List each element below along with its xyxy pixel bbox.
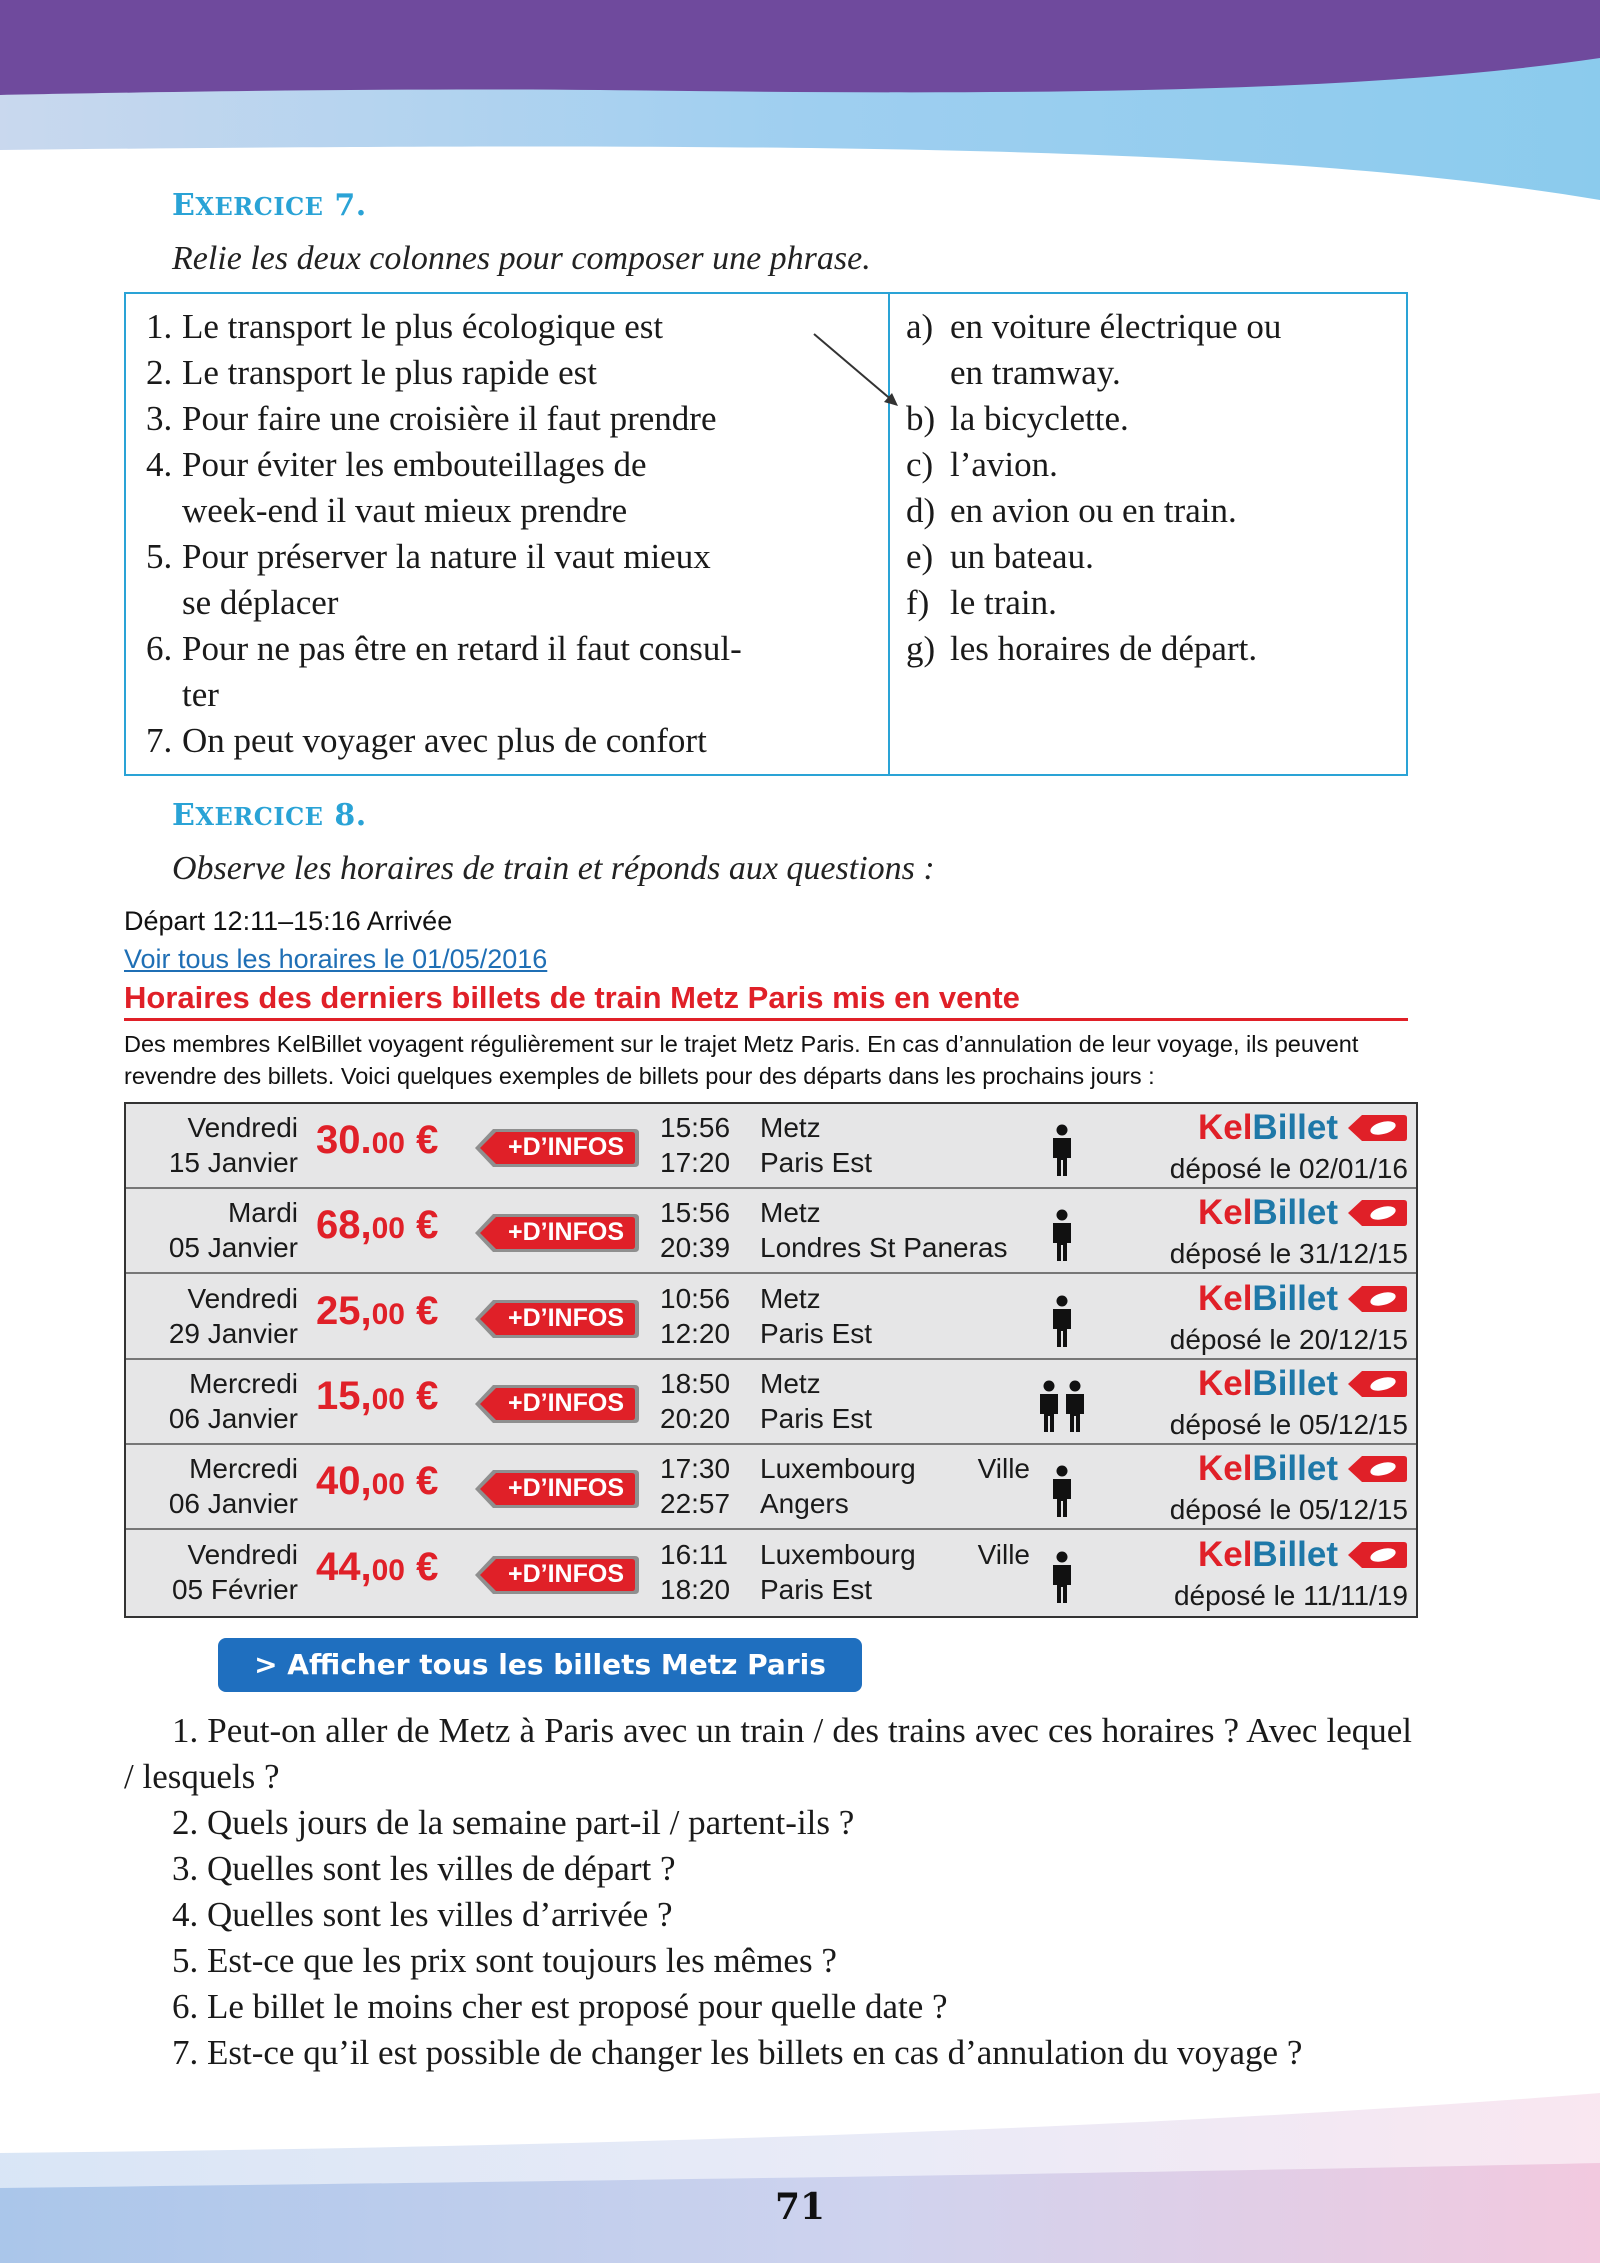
ticket-row — [126, 1445, 1416, 1530]
deposit-date: déposé le 05/12/15 — [1169, 1408, 1408, 1440]
kelbillet-logo — [1174, 1534, 1408, 1578]
departure-station-name: Metz — [760, 1282, 821, 1314]
kelbillet-logo — [1170, 1451, 1408, 1492]
ticket-day-date: 06 Janvier — [168, 1402, 298, 1434]
price-currency: € — [416, 1203, 439, 1248]
brand-billet: Billet — [1252, 1193, 1338, 1233]
left-item — [146, 304, 886, 350]
right-column — [906, 304, 1406, 672]
ticket-stations — [760, 1281, 1030, 1351]
traveler-icon — [1037, 1380, 1089, 1432]
timetable-description: Des membres KelBillet voyagent régulièrement sur le trajet Metz Paris. En cas d’annulation de leur voyage, ils peuvent revendre des billets. Voici quelques exemples de billets pour des départs dans les prochains jours : — [124, 1031, 1359, 1089]
deposit-date: déposé le 11/11/19 — [1173, 1579, 1408, 1611]
brand-kel: Kel — [1197, 1278, 1253, 1318]
price-cents: 00 — [371, 1127, 405, 1160]
departure-station-extra: Ville — [977, 1538, 1030, 1570]
traveler-icon — [1050, 1465, 1076, 1517]
kelbillet-info — [1170, 1195, 1408, 1271]
item-text: Pour ne pas être en retard il faut consul- — [182, 629, 742, 668]
brand-kel: Kel — [1197, 1534, 1253, 1574]
item-text: la bicyclette. — [950, 399, 1129, 438]
brand-kel: Kel — [1197, 1108, 1253, 1147]
traveler-icon — [1050, 1209, 1076, 1261]
departure-station — [760, 1110, 1030, 1145]
kelbillet-info — [1173, 1534, 1408, 1613]
left-item — [146, 534, 886, 626]
ticket-day-date: 05 Février — [171, 1573, 298, 1605]
arrival-station: Paris Est — [760, 1573, 873, 1605]
arrival-time: 22:57 — [660, 1488, 731, 1520]
arrival-time: 20:20 — [660, 1402, 731, 1434]
ticket-list — [124, 1102, 1418, 1618]
ticket-day: Vendredi — [187, 1112, 298, 1143]
ticket-day: Mercredi — [189, 1367, 298, 1399]
arrival-time: 20:39 — [660, 1232, 731, 1264]
item-number: 2. — [146, 353, 173, 392]
ticket-date — [126, 1110, 298, 1180]
ticket-tag-icon — [1346, 1198, 1408, 1236]
price-cents: 00 — [371, 1382, 405, 1416]
right-item — [906, 396, 1406, 442]
traveler-icon — [1050, 1124, 1076, 1176]
item-text: le train. — [950, 583, 1057, 622]
item-text: en tramway. — [950, 353, 1121, 392]
deposit-date: déposé le 20/12/15 — [1169, 1323, 1408, 1355]
item-text: en voiture électrique ou — [950, 307, 1282, 346]
ticket-row — [126, 1104, 1416, 1189]
item-text: Le transport le plus écologique est — [182, 307, 664, 346]
kelbillet-info — [1170, 1451, 1408, 1527]
kelbillet-info — [1170, 1110, 1408, 1186]
more-info-button[interactable] — [471, 1297, 641, 1341]
arrival-station: Paris Est — [760, 1402, 873, 1434]
departure-time: 10:56 — [660, 1282, 731, 1314]
ticket-row — [126, 1275, 1416, 1360]
item-number: 5. — [146, 537, 173, 576]
item-text: Pour éviter les embouteillages de — [182, 445, 647, 484]
question-item: 1. Peut-on aller de Metz à Paris avec un train / des trains avec ces horaires ? Avec lequel / lesquels ? — [124, 1711, 1412, 1796]
brand-billet: Billet — [1252, 1278, 1338, 1318]
departure-station-name: Metz — [760, 1367, 821, 1399]
departure-station — [760, 1195, 1030, 1230]
ticket-stations — [760, 1110, 1030, 1180]
ticket-day: Vendredi — [187, 1282, 298, 1314]
departure-station — [760, 1366, 1030, 1401]
item-number: 6. — [146, 629, 173, 668]
left-item — [146, 718, 886, 764]
item-text: ter — [182, 675, 219, 714]
item-number: 3. — [146, 399, 173, 438]
more-info-label: +D’INFOS — [508, 1474, 624, 1503]
brand-billet: Billet — [1252, 1363, 1338, 1403]
departure-time: 17:30 — [660, 1453, 731, 1485]
item-letter: b) — [906, 399, 936, 438]
price-main: 44, — [316, 1544, 372, 1589]
ticket-times — [660, 1281, 730, 1351]
price-currency: € — [416, 1373, 439, 1418]
item-text: l’avion. — [950, 445, 1058, 484]
item-letter: e) — [906, 537, 934, 576]
item-letter: c) — [906, 445, 934, 484]
item-number: 7. — [146, 721, 173, 760]
ticket-day-date: 06 Janvier — [168, 1488, 298, 1520]
ticket-tag-icon — [1346, 1284, 1408, 1322]
departure-station-extra: Ville — [977, 1453, 1030, 1485]
item-letter: d) — [906, 491, 936, 530]
ticket-tag-icon — [1346, 1540, 1408, 1578]
ticket-stations — [760, 1451, 1030, 1521]
brand-billet: Billet — [1252, 1108, 1338, 1147]
arrival-station: Paris Est — [760, 1147, 873, 1178]
item-text: week-end il vaut mieux prendre — [182, 491, 628, 530]
item-text: On peut voyager avec plus de confort — [182, 721, 707, 760]
left-item — [146, 350, 886, 396]
exercise-8-title: EXERCICE 8. — [172, 798, 367, 833]
kelbillet-info — [1169, 1278, 1408, 1357]
price-cents: 00 — [371, 1553, 405, 1587]
price-main: 15, — [316, 1373, 372, 1418]
item-number: 1. — [146, 307, 173, 346]
ticket-date — [126, 1537, 298, 1607]
traveler-icon — [1050, 1295, 1076, 1347]
ticket-tag-icon — [1346, 1454, 1408, 1492]
ticket-price — [316, 1459, 438, 1504]
ticket-date — [126, 1366, 298, 1436]
ticket-stations — [760, 1195, 1030, 1265]
more-info-label: +D’INFOS — [508, 1559, 624, 1588]
brand-kel: Kel — [1197, 1363, 1253, 1403]
brand-kel: Kel — [1197, 1449, 1253, 1489]
departure-time: 16:11 — [660, 1538, 728, 1570]
item-number: 4. — [146, 445, 173, 484]
ticket-times — [660, 1451, 730, 1521]
departure-time: 18:50 — [660, 1367, 731, 1399]
price-currency: € — [416, 1288, 439, 1333]
ticket-times — [660, 1366, 730, 1436]
ticket-times — [660, 1195, 730, 1265]
departure-time: 15:56 — [660, 1112, 731, 1143]
item-text: Le transport le plus rapide est — [182, 353, 598, 392]
question-item: 3. Quelles sont les villes de départ ? — [172, 1849, 676, 1888]
footer-decoration — [0, 2093, 1600, 2263]
item-text: un bateau. — [950, 537, 1094, 576]
more-info-button[interactable] — [471, 1553, 641, 1597]
brand-kel: Kel — [1197, 1193, 1253, 1233]
item-text: Pour faire une croisière il faut prendre — [182, 399, 717, 438]
question-item: 7. Est-ce qu’il est possible de changer les billets en cas d’annulation du voyage ? — [172, 2033, 1303, 2072]
ticket-stations — [760, 1537, 1030, 1607]
ticket-row — [126, 1531, 1416, 1616]
example-arrow-icon — [806, 322, 906, 412]
deposit-date: déposé le 31/12/15 — [1169, 1238, 1408, 1270]
item-text: Pour préserver la nature il vaut mieux — [182, 537, 711, 576]
arrival-station: Angers — [760, 1488, 849, 1520]
timetable-title: Horaires des derniers billets de train Metz Paris mis en vente — [124, 980, 1408, 1021]
matching-table — [124, 292, 1408, 776]
price-currency: € — [416, 1459, 439, 1504]
ticket-row — [126, 1360, 1416, 1445]
ticket-day-date: 29 Janvier — [168, 1317, 298, 1349]
ticket-tag-icon — [1346, 1369, 1408, 1407]
right-item — [906, 304, 1406, 396]
item-letter: a) — [906, 307, 934, 346]
right-item — [906, 488, 1406, 534]
more-info-button[interactable] — [471, 1467, 641, 1511]
more-info-label: +D’INFOS — [508, 1388, 624, 1417]
ticket-day: Mardi — [227, 1197, 298, 1229]
ticket-day: Vendredi — [187, 1538, 298, 1570]
price-cents: 00 — [371, 1468, 405, 1502]
departure-station-name: Luxembourg — [760, 1538, 916, 1570]
right-item — [906, 534, 1406, 580]
price-cents: 00 — [371, 1212, 405, 1246]
price-main: 40, — [316, 1459, 372, 1504]
departure-station — [760, 1451, 1030, 1486]
ticket-day-date: 15 Janvier — [168, 1147, 298, 1178]
ticket-row — [126, 1189, 1416, 1274]
right-item — [906, 442, 1406, 488]
item-text: les horaires de départ. — [950, 629, 1258, 668]
right-item — [906, 580, 1406, 626]
arrival-station: Londres St Paneras — [760, 1232, 1008, 1264]
more-info-button[interactable] — [471, 1382, 641, 1426]
ticket-price — [316, 1545, 438, 1590]
all-schedules-link[interactable]: Voir tous les horaires le 01/05/2016 — [124, 944, 548, 974]
exercise-8-instruction: Observe les horaires de train et réponds aux questions : — [172, 850, 935, 887]
ticket-tag-icon — [1346, 1113, 1408, 1151]
ticket-date — [126, 1281, 298, 1351]
show-all-tickets-button[interactable]: > Afficher tous les billets Metz Paris — [218, 1638, 862, 1692]
item-text: en avion ou en train. — [950, 491, 1237, 530]
arrival-time: 18:20 — [660, 1573, 731, 1605]
more-info-label: +D’INFOS — [508, 1133, 624, 1161]
more-info-label: +D’INFOS — [508, 1303, 624, 1332]
kelbillet-info — [1169, 1363, 1408, 1442]
departure-station-name: Metz — [760, 1197, 821, 1229]
price-main: 68, — [316, 1203, 372, 1248]
ticket-price — [316, 1203, 438, 1248]
kelbillet-logo — [1170, 1363, 1408, 1407]
left-item — [146, 396, 886, 442]
header-decoration — [0, 0, 1600, 200]
ticket-day-date: 05 Janvier — [168, 1232, 298, 1264]
left-item — [146, 626, 886, 718]
question-item: 4. Quelles sont les villes d’arrivée ? — [172, 1895, 673, 1934]
ticket-date — [126, 1451, 298, 1521]
ticket-times — [660, 1537, 730, 1607]
exercise-7-title: EXERCICE 7. — [172, 188, 367, 223]
item-letter: g) — [906, 629, 936, 668]
question-item: 5. Est-ce que les prix sont toujours les mêmes ? — [172, 1941, 837, 1980]
kelbillet-logo — [1170, 1278, 1408, 1322]
departure-station-name: Luxembourg — [760, 1453, 916, 1485]
ticket-price — [316, 1118, 438, 1163]
more-info-button[interactable] — [471, 1126, 641, 1170]
ticket-day: Mercredi — [189, 1453, 298, 1485]
departure-station — [760, 1537, 1030, 1572]
ticket-stations — [760, 1366, 1030, 1436]
kelbillet-logo — [1170, 1110, 1408, 1151]
deposit-date: déposé le 02/01/16 — [1169, 1153, 1408, 1184]
ticket-times — [660, 1110, 730, 1180]
left-item — [146, 442, 886, 534]
brand-billet: Billet — [1252, 1449, 1338, 1489]
price-currency: € — [416, 1118, 439, 1162]
price-main: 30. — [316, 1118, 372, 1162]
question-item: 2. Quels jours de la semaine part-il / partent-ils ? — [172, 1803, 855, 1842]
question-item: 6. Le billet le moins cher est proposé pour quelle date ? — [172, 1987, 948, 2026]
more-info-button[interactable] — [471, 1211, 641, 1255]
page-number: 71 — [774, 2186, 826, 2228]
departure-station-name: Metz — [760, 1112, 821, 1143]
arrival-time: 17:20 — [660, 1147, 731, 1178]
more-info-label: +D’INFOS — [508, 1218, 624, 1247]
deposit-date: déposé le 05/12/15 — [1169, 1494, 1408, 1526]
ticket-price — [316, 1374, 438, 1419]
depart-arrival-line: Départ 12:11–15:16 Arrivée — [124, 906, 453, 936]
right-item — [906, 626, 1406, 672]
item-letter: f) — [906, 583, 930, 622]
ticket-price — [316, 1289, 438, 1334]
departure-time: 15:56 — [660, 1197, 731, 1229]
kelbillet-logo — [1170, 1195, 1408, 1236]
price-currency: € — [416, 1544, 439, 1589]
exercise-7-instruction: Relie les deux colonnes pour composer une phrase. — [172, 240, 871, 277]
left-column — [146, 304, 886, 764]
brand-billet: Billet — [1252, 1534, 1338, 1574]
price-cents: 00 — [371, 1297, 405, 1331]
questions-list — [124, 1708, 1412, 2076]
arrival-time: 12:20 — [660, 1317, 731, 1349]
departure-station — [760, 1281, 1030, 1316]
traveler-icon — [1050, 1551, 1076, 1603]
item-text: se déplacer — [182, 583, 339, 622]
ticket-date — [126, 1195, 298, 1265]
price-main: 25, — [316, 1288, 372, 1333]
arrival-station: Paris Est — [760, 1317, 873, 1349]
